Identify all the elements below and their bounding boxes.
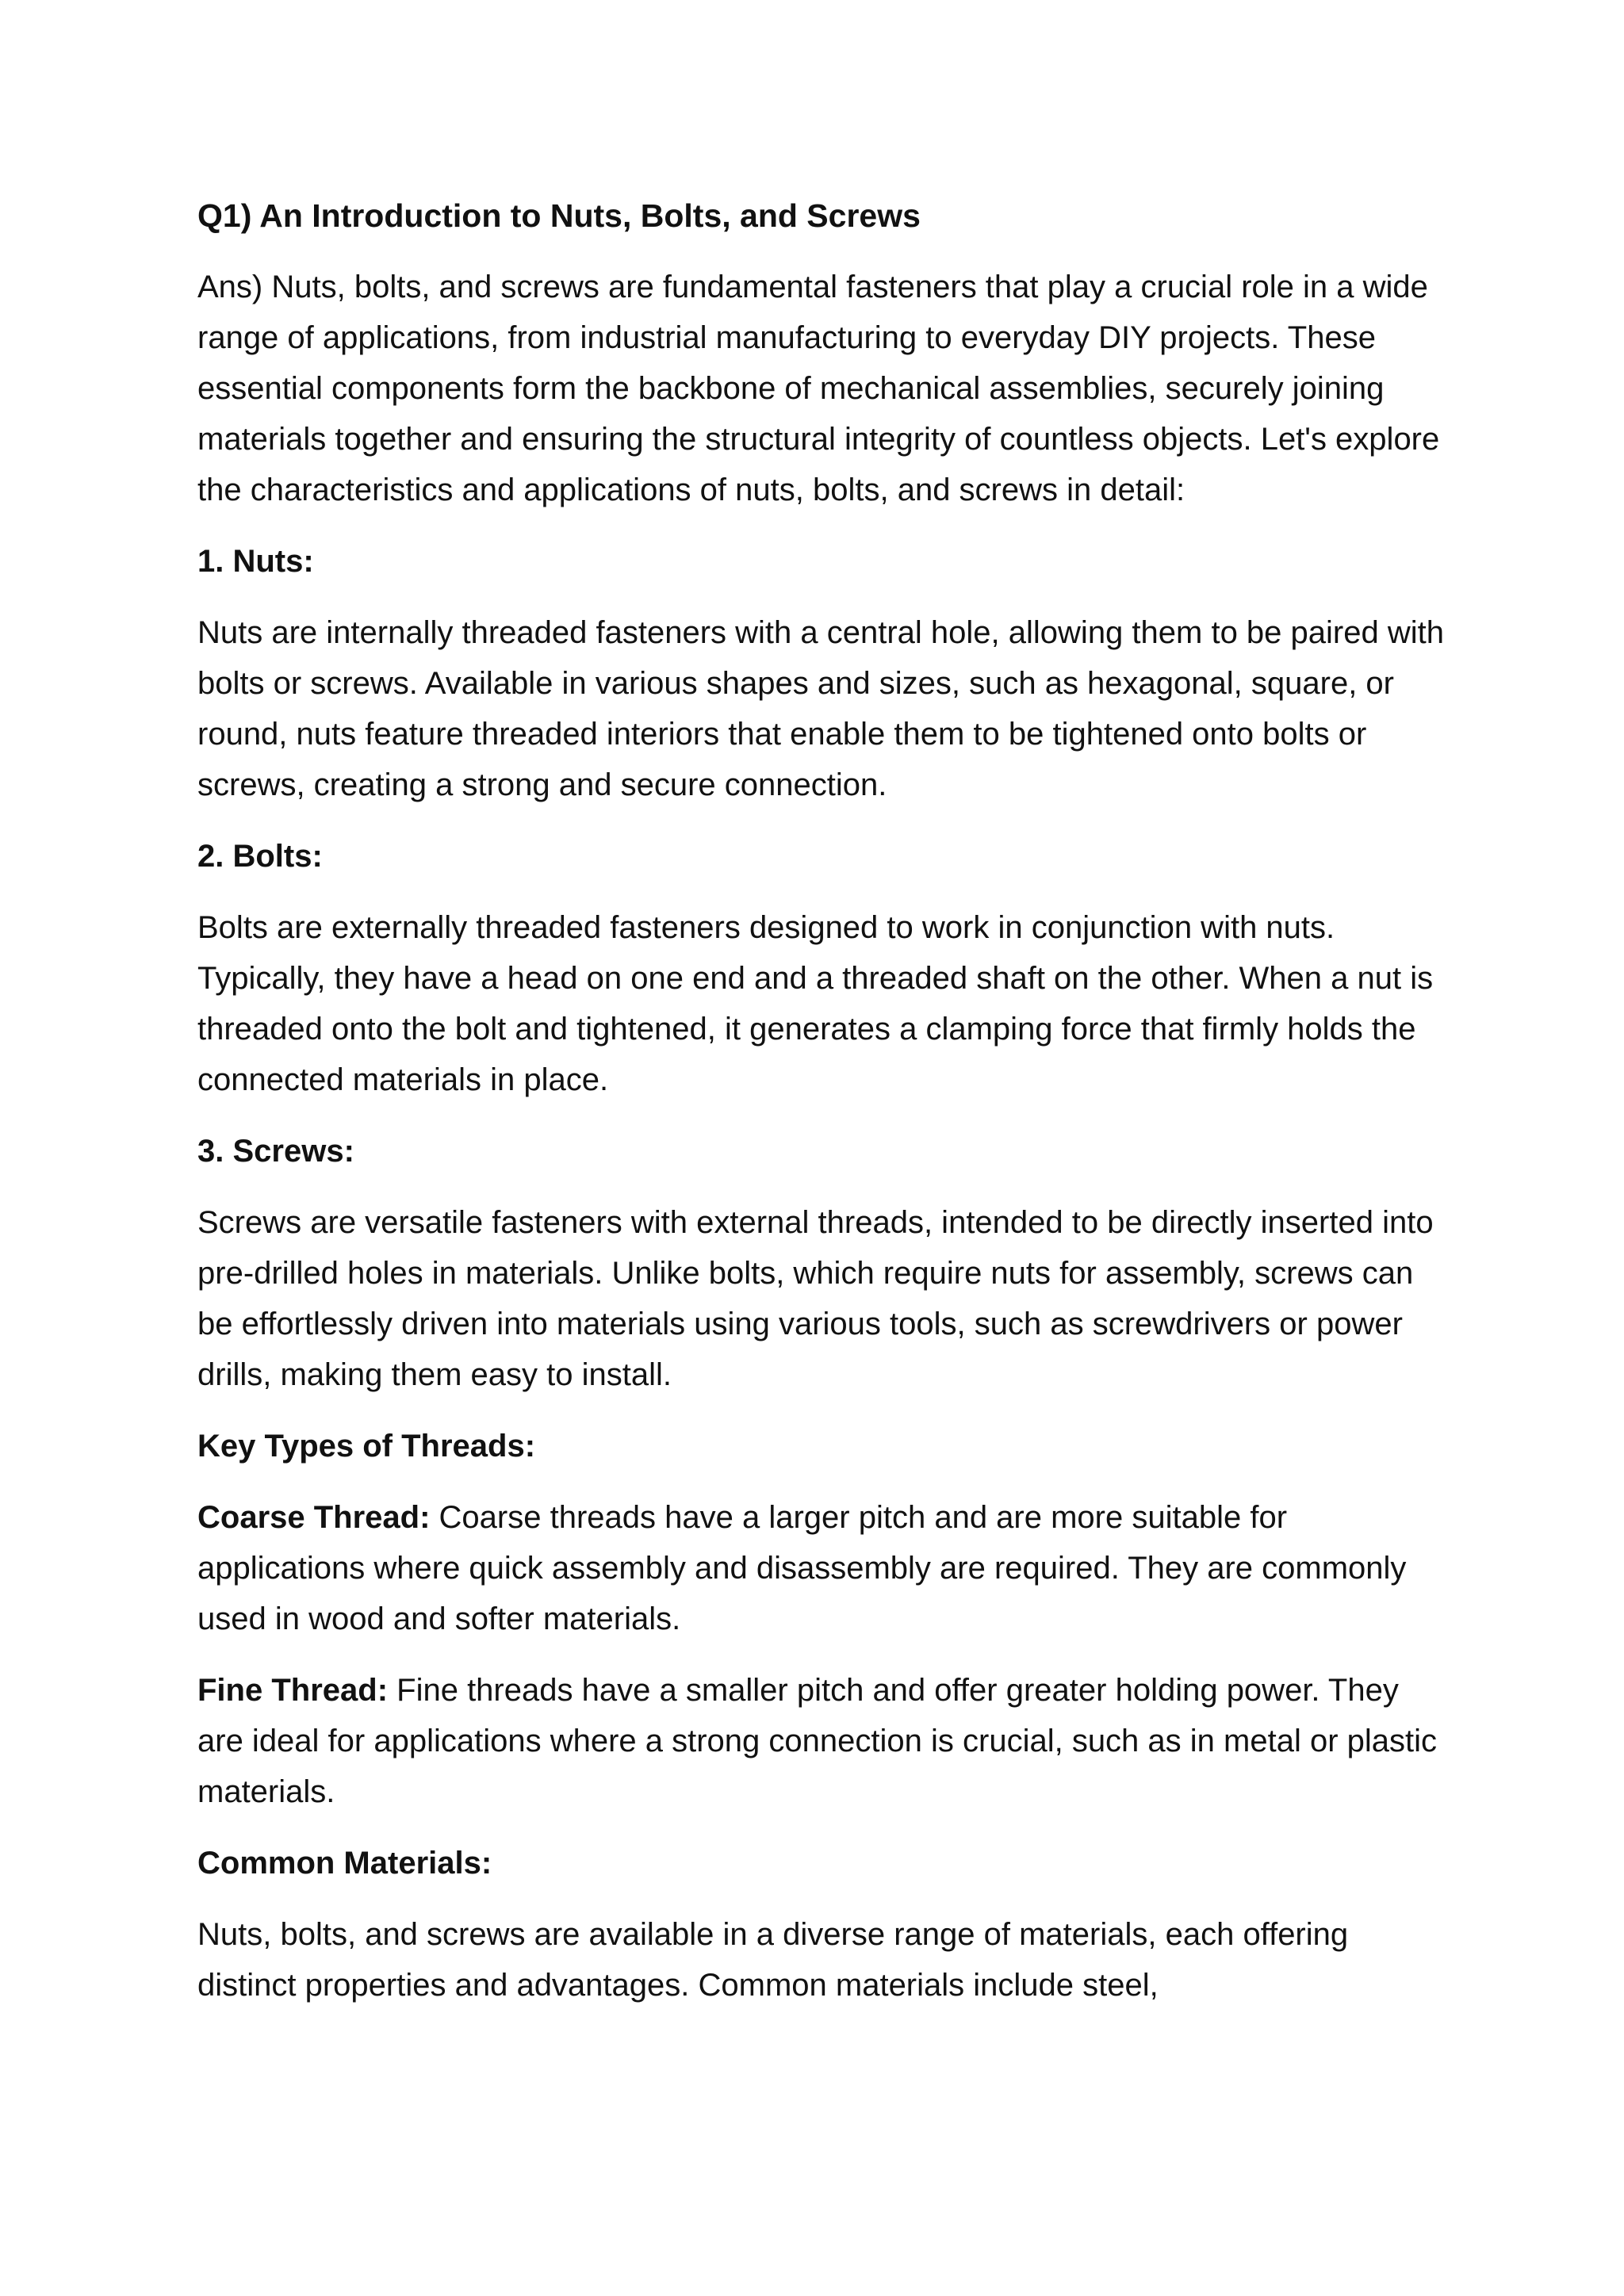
section-heading-bolts: 2. Bolts: bbox=[197, 839, 323, 874]
section-heading-screws: 3. Screws: bbox=[197, 1134, 354, 1169]
section-body-nuts: Nuts are internally threaded fasteners with a central hole, allowing them to be paired with bolts or screws. Available in various shapes and sizes, such as hexagonal, square, or round, nuts feature threaded interiors that enable them to be tightened onto bolts or screws, creating a strong and secure connection. bbox=[197, 615, 1444, 802]
materials-body: Nuts, bolts, and screws are available in a diverse range of materials, each offering distinct properties and advantages. Common materials include steel, bbox=[197, 1917, 1349, 2003]
section-heading-nuts: 1. Nuts: bbox=[197, 544, 314, 579]
section-body-screws: Screws are versatile fasteners with external threads, intended to be directly inserted into pre-drilled holes in materials. Unlike bolts, which require nuts for assembly, screws can be effortlessly driven into materials using various tools, such as screwdrivers or power drills, making them easy to install. bbox=[197, 1205, 1434, 1392]
section-body-bolts: Bolts are externally threaded fasteners designed to work in conjunction with nuts. Typically, they have a head on one end and a threaded shaft on the other. When a nut is threaded onto the bolt and tightened, it generates a clamping force that firmly holds the connected materials in place. bbox=[197, 910, 1434, 1097]
document-content bbox=[197, 190, 1450, 2031]
threads-heading: Key Types of Threads: bbox=[197, 1429, 536, 1464]
thread-text-fine: Fine threads have a smaller pitch and offer greater holding power. They are ideal for applications where a strong connection is crucial, such as in metal or plastic materials. bbox=[197, 1673, 1438, 1809]
intro-paragraph: Ans) Nuts, bolts, and screws are fundamental fasteners that play a crucial role in a wide range of applications, from industrial manufacturing to everyday DIY projects. These essential components form the backbone of mechanical assemblies, securely joining materials together and ensuring the structural integrity of countless objects. Let's explore the characteristics and applications of nuts, bolts, and screws in detail: bbox=[197, 270, 1440, 507]
thread-text-coarse: Coarse threads have a larger pitch and are more suitable for applications where quick assembly and disassembly are required. They are commonly used in wood and softer materials. bbox=[197, 1500, 1407, 1636]
thread-item-fine bbox=[197, 1665, 1450, 1817]
thread-term-fine: Fine Thread: bbox=[197, 1673, 389, 1708]
materials-heading: Common Materials: bbox=[197, 1846, 492, 1881]
document-title: Q1) An Introduction to Nuts, Bolts, and Screws bbox=[197, 197, 921, 234]
thread-term-coarse: Coarse Thread: bbox=[197, 1500, 431, 1535]
thread-item-coarse bbox=[197, 1492, 1450, 1644]
